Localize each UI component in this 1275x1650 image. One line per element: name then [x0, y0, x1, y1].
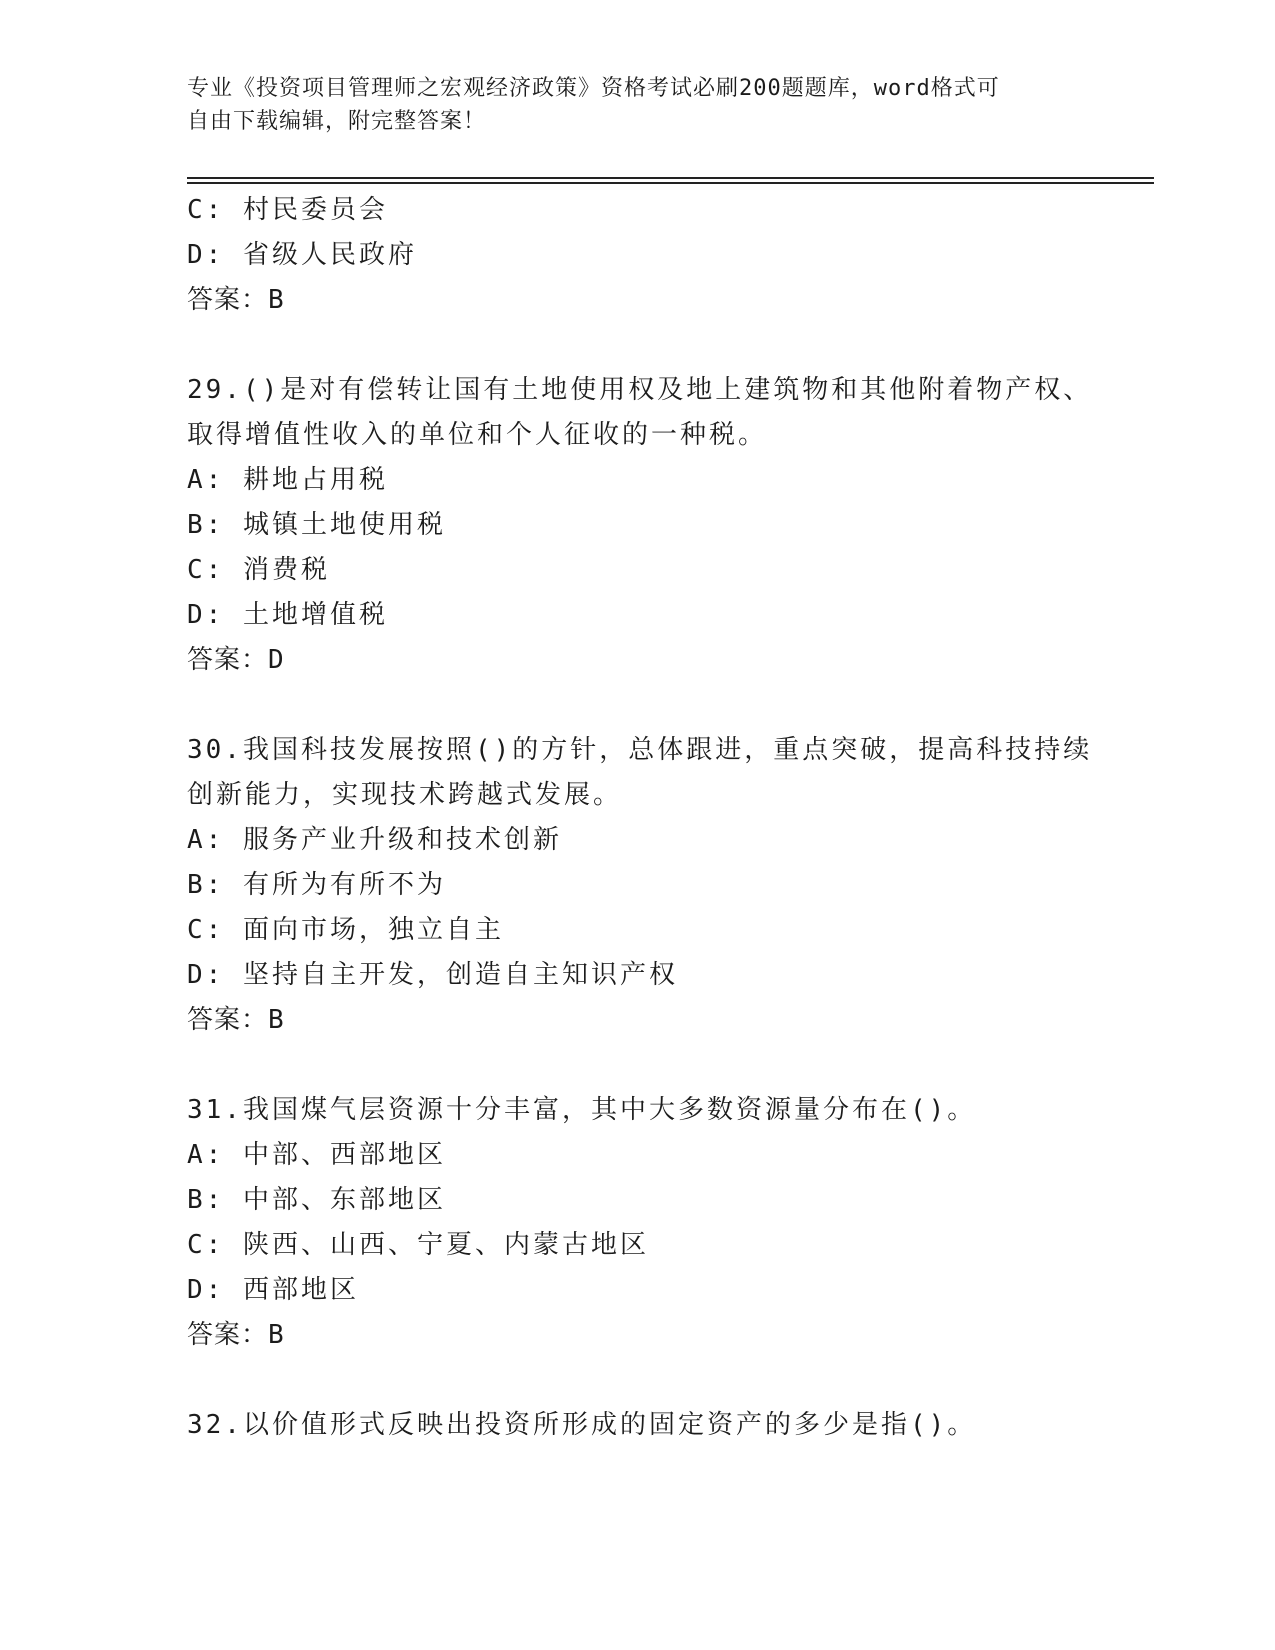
- question-29-answer: 答案：D: [187, 645, 285, 675]
- question-31-stem-line-1: 31.我国煤气层资源十分丰富，其中大多数资源量分布在()。: [187, 1095, 977, 1125]
- question-31-option-c: C: 陕西、山西、宁夏、内蒙古地区: [187, 1230, 649, 1260]
- question-29-option-b: B: 城镇土地使用税: [187, 510, 446, 540]
- question-29-option-a: A: 耕地占用税: [187, 465, 388, 495]
- header-line-2: 自由下载编辑，附完整答案！: [187, 109, 487, 134]
- question-30-option-c: C: 面向市场，独立自主: [187, 915, 504, 945]
- question-31-option-b: B: 中部、东部地区: [187, 1185, 446, 1215]
- question-30-option-b: B: 有所为有所不为: [187, 870, 446, 900]
- question-30-option-d: D: 坚持自主开发，创造自主知识产权: [187, 960, 678, 990]
- question-30-answer: 答案：B: [187, 1005, 285, 1035]
- question-31-answer: 答案：B: [187, 1320, 285, 1350]
- question-29-option-c: C: 消费税: [187, 555, 330, 585]
- question-31-option-a: A: 中部、西部地区: [187, 1140, 446, 1170]
- prev-question-option-d: D: 省级人民政府: [187, 240, 417, 270]
- header-divider-bottom: [187, 182, 1154, 184]
- page-header: [187, 72, 1067, 138]
- question-30-stem-line-1: 30.我国科技发展按照()的方针，总体跟进，重点突破，提高科技持续: [187, 735, 1093, 765]
- question-32-stem-line-1: 32.以价值形式反映出投资所形成的固定资产的多少是指()。: [187, 1410, 977, 1440]
- question-29-stem-line-2: 取得增值性收入的单位和个人征收的一种税。: [187, 420, 768, 450]
- prev-question-answer: 答案：B: [187, 285, 285, 315]
- question-31-option-d: D: 西部地区: [187, 1275, 359, 1305]
- question-29-option-d: D: 土地增值税: [187, 600, 388, 630]
- question-30-option-a: A: 服务产业升级和技术创新: [187, 825, 562, 855]
- prev-question-option-c: C: 村民委员会: [187, 195, 388, 225]
- header-line-1: 专业《投资项目管理师之宏观经济政策》资格考试必刷200题题库，word格式可: [187, 76, 1000, 101]
- question-30-stem-line-2: 创新能力，实现技术跨越式发展。: [187, 780, 623, 810]
- header-divider-top: [187, 177, 1154, 179]
- question-29-stem-line-1: 29.()是对有偿转让国有土地使用权及地上建筑物和其他附着物产权、: [187, 375, 1093, 405]
